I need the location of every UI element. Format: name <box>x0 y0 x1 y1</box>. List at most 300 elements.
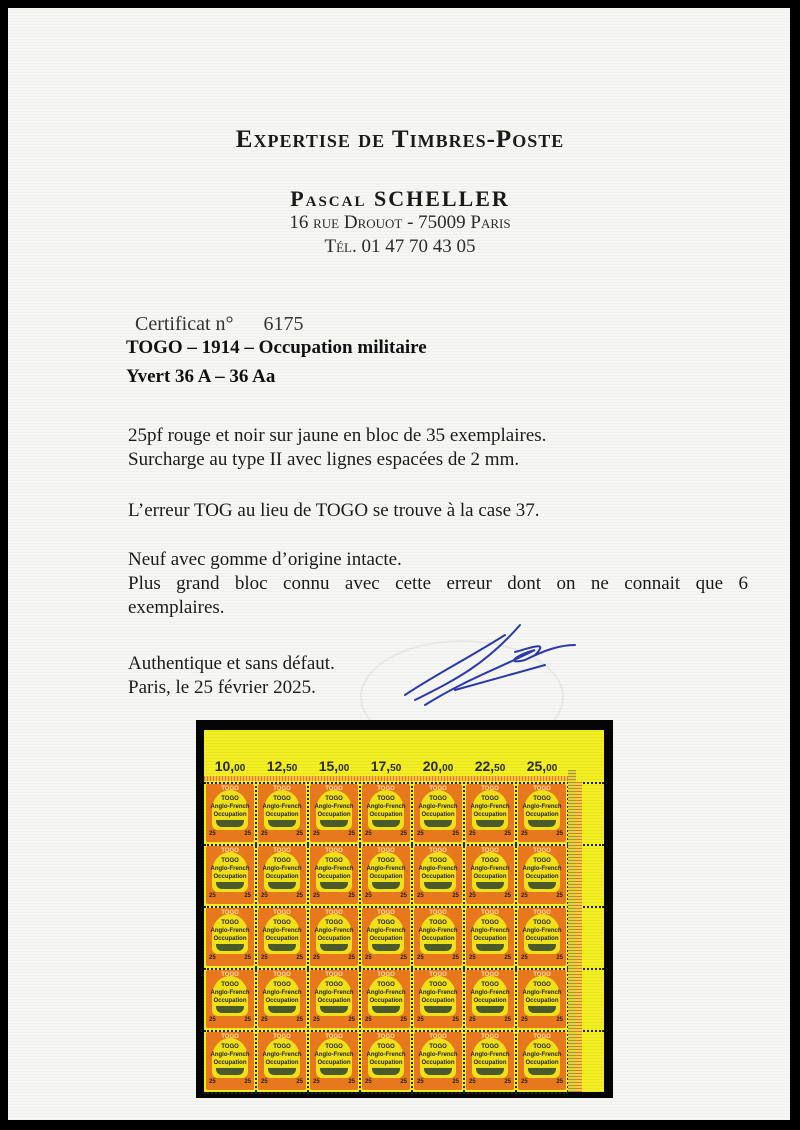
stamp <box>362 970 410 1028</box>
overprint-line: Anglo-French <box>366 866 406 872</box>
stamp <box>518 908 566 966</box>
overprint-line: TOGO <box>273 982 291 988</box>
margin-value <box>360 758 412 774</box>
stamp-value: 25 <box>452 955 459 961</box>
ship-icon <box>216 1006 244 1013</box>
ship-icon <box>268 882 296 889</box>
overprint-line: Occupation <box>265 998 299 1004</box>
overprint-line: Anglo-French <box>522 804 562 810</box>
overprint-line: Anglo-French <box>262 866 302 872</box>
overprint-line: Anglo-French <box>418 1052 458 1058</box>
stamp-value: 25 <box>365 955 372 961</box>
overprint-line: Occupation <box>525 874 559 880</box>
overprint-line: Occupation <box>473 1060 507 1066</box>
stamp-value: 25 <box>244 831 251 837</box>
stamp-value: 25 <box>417 955 424 961</box>
overprint-line: Anglo-French <box>262 804 302 810</box>
ship-icon <box>372 1068 400 1075</box>
stamp <box>258 908 306 966</box>
stamp-value: 25 <box>452 1079 459 1085</box>
overprint-line: TOGO <box>481 920 499 926</box>
margin-value-small: 50 <box>286 763 298 774</box>
overprint-line: Anglo-French <box>470 866 510 872</box>
stamp <box>206 784 254 842</box>
overprint-line: Anglo-French <box>314 990 354 996</box>
stamp-country: TOGO <box>429 786 447 792</box>
overprint-line: Anglo-French <box>522 990 562 996</box>
margin-value-main: 15, <box>318 758 339 774</box>
stamp <box>258 1032 306 1090</box>
overprint-line: TOGO <box>325 858 343 864</box>
ship-icon <box>320 1006 348 1013</box>
ship-icon <box>268 944 296 951</box>
margin-value-small: 00 <box>546 763 558 774</box>
stamp-value: 25 <box>365 1079 372 1085</box>
overprint-line: TOGO <box>429 982 447 988</box>
ship-icon <box>476 1006 504 1013</box>
stamp-country: TOGO <box>273 972 291 978</box>
overprint-line: Anglo-French <box>210 928 250 934</box>
stamp-sheet <box>204 730 604 1092</box>
stamp <box>362 846 410 904</box>
perforation-column <box>307 782 309 1092</box>
overprint-line: Occupation <box>213 812 247 818</box>
stamp-country: TOGO <box>325 1034 343 1040</box>
margin-value <box>256 758 308 774</box>
stamp-country: TOGO <box>429 910 447 916</box>
overprint-line: Anglo-French <box>366 1052 406 1058</box>
ship-icon <box>216 944 244 951</box>
stamp-value: 25 <box>348 893 355 899</box>
margin-value <box>204 758 256 774</box>
margin-value-main: 25, <box>526 758 547 774</box>
perforation-column <box>411 782 413 1092</box>
stamp <box>466 970 514 1028</box>
stamp-value: 25 <box>504 831 511 837</box>
stamp-value: 25 <box>452 893 459 899</box>
stamp-value: 25 <box>296 893 303 899</box>
overprint-line: Anglo-French <box>366 928 406 934</box>
stamp-country: TOGO <box>481 910 499 916</box>
margin-value <box>516 758 568 774</box>
ship-icon <box>372 1006 400 1013</box>
ship-icon <box>216 1068 244 1075</box>
stamp <box>518 784 566 842</box>
overprint-line: Occupation <box>317 936 351 942</box>
overprint-line: TOGO <box>429 796 447 802</box>
stamp-country: TOGO <box>325 786 343 792</box>
rarity-line: exemplaires. <box>128 597 225 618</box>
overprint-line: Occupation <box>473 936 507 942</box>
ship-icon <box>268 1006 296 1013</box>
stamp-value: 25 <box>400 893 407 899</box>
margin-values <box>204 758 604 778</box>
overprint-line: TOGO <box>221 982 239 988</box>
stamp <box>414 846 462 904</box>
perforation-column <box>515 782 517 1092</box>
perforation-column <box>255 782 257 1092</box>
stamp-value: 25 <box>261 893 268 899</box>
description-line: 25pf rouge et noir sur jaune en bloc de 35 exemplaires. <box>128 425 547 446</box>
margin-strip <box>576 782 582 1092</box>
stamp-value: 25 <box>244 1017 251 1023</box>
overprint-line: TOGO <box>533 858 551 864</box>
stamp-country: TOGO <box>273 1034 291 1040</box>
stamp-value: 25 <box>209 893 216 899</box>
stamp-value: 25 <box>313 893 320 899</box>
overprint-line: Occupation <box>473 812 507 818</box>
ship-icon <box>528 944 556 951</box>
expert-address: 16 rue Drouot - 75009 Paris <box>289 212 511 233</box>
stamp-value: 25 <box>261 831 268 837</box>
margin-value-small: 50 <box>390 763 402 774</box>
stamp-value: 25 <box>556 1017 563 1023</box>
stamp-value: 25 <box>452 1017 459 1023</box>
overprint-line: Occupation <box>421 936 455 942</box>
ship-icon <box>320 820 348 827</box>
overprint-line: Anglo-French <box>366 804 406 810</box>
overprint-line: Occupation <box>369 812 403 818</box>
stamp <box>414 970 462 1028</box>
overprint-line: TOGO <box>273 1044 291 1050</box>
stamp-value: 25 <box>504 1079 511 1085</box>
ship-icon <box>476 820 504 827</box>
stamp-value: 25 <box>521 1017 528 1023</box>
stamp-value: 25 <box>521 893 528 899</box>
perforation-row <box>204 1092 568 1094</box>
overprint-line: Occupation <box>421 812 455 818</box>
stamp-value: 25 <box>296 831 303 837</box>
ship-icon <box>372 944 400 951</box>
overprint-line: TOGO <box>377 1044 395 1050</box>
overprint-line: Occupation <box>369 1060 403 1066</box>
stamp-country: TOGO <box>481 972 499 978</box>
overprint-line: Occupation <box>317 874 351 880</box>
stamp <box>466 908 514 966</box>
margin-strip <box>568 770 576 1092</box>
overprint-line: Occupation <box>369 936 403 942</box>
stamp-country: TOGO <box>533 786 551 792</box>
stamp-value: 25 <box>348 1017 355 1023</box>
overprint-line: TOGO <box>273 920 291 926</box>
overprint-line: Occupation <box>265 1060 299 1066</box>
stamp-value: 25 <box>400 955 407 961</box>
stamp-country: TOGO <box>221 786 239 792</box>
stamp-value: 25 <box>296 1079 303 1085</box>
stamp-value: 25 <box>556 955 563 961</box>
overprint-line: Occupation <box>317 1060 351 1066</box>
stamp <box>362 784 410 842</box>
stamp-value: 25 <box>521 1079 528 1085</box>
stamp-country: TOGO <box>325 910 343 916</box>
overprint-line: Occupation <box>421 1060 455 1066</box>
overprint-line: TOGO <box>533 982 551 988</box>
ship-icon <box>424 820 452 827</box>
ship-icon <box>476 882 504 889</box>
stamp-value: 25 <box>556 1079 563 1085</box>
ship-icon <box>320 944 348 951</box>
margin-value-main: 22, <box>474 758 495 774</box>
place-date: Paris, le 25 février 2025. <box>128 677 316 698</box>
stamp-value: 25 <box>400 1079 407 1085</box>
stamp-country: TOGO <box>377 1034 395 1040</box>
stamp-value: 25 <box>417 893 424 899</box>
stamp-value: 25 <box>417 1017 424 1023</box>
stamp <box>258 970 306 1028</box>
ship-icon <box>424 1006 452 1013</box>
overprint-line: TOGO <box>221 858 239 864</box>
stamp <box>206 970 254 1028</box>
stamp-value: 25 <box>209 955 216 961</box>
margin-value-small: 00 <box>338 763 350 774</box>
stamp-value: 25 <box>365 893 372 899</box>
overprint-line: Anglo-French <box>210 866 250 872</box>
stamp <box>466 846 514 904</box>
stamp-block-photo <box>196 720 613 1098</box>
overprint-line: Anglo-French <box>210 804 250 810</box>
overprint-line: TOGO <box>273 858 291 864</box>
stamp-country: TOGO <box>481 786 499 792</box>
stamp-value: 25 <box>365 831 372 837</box>
overprint-line: TOGO <box>429 920 447 926</box>
stamp-value: 25 <box>244 1079 251 1085</box>
stamp-country: TOGO <box>325 848 343 854</box>
margin-value <box>412 758 464 774</box>
stamp-value: 25 <box>313 831 320 837</box>
stamp <box>310 846 358 904</box>
stamp <box>414 784 462 842</box>
stamp-country: TOGO <box>273 848 291 854</box>
expert-name: Pascal SCHELLER <box>290 186 510 211</box>
overprint-line: TOGO <box>377 982 395 988</box>
overprint-line: TOGO <box>533 796 551 802</box>
overprint-line: Anglo-French <box>418 990 458 996</box>
stamp-value: 25 <box>504 893 511 899</box>
condition-paragraph <box>128 548 748 620</box>
stamp-country: TOGO <box>221 972 239 978</box>
overprint-line: Anglo-French <box>314 804 354 810</box>
overprint-line: Anglo-French <box>470 990 510 996</box>
certificate-number: 6175 <box>263 313 304 335</box>
overprint-line: TOGO <box>325 920 343 926</box>
expert-phone: Tél. 01 47 70 43 05 <box>324 236 476 257</box>
overprint-line: Anglo-French <box>418 804 458 810</box>
overprint-line: Anglo-French <box>522 1052 562 1058</box>
stamp <box>258 784 306 842</box>
ship-icon <box>528 820 556 827</box>
overprint-line: TOGO <box>533 920 551 926</box>
ship-icon <box>424 1068 452 1075</box>
overprint-line: TOGO <box>481 1044 499 1050</box>
overprint-line: Anglo-French <box>522 928 562 934</box>
stamp-value: 25 <box>348 955 355 961</box>
stamp-value: 25 <box>209 1017 216 1023</box>
stamp-country: TOGO <box>533 972 551 978</box>
description-line: Surcharge au type II avec lignes espacées de 2 mm. <box>128 449 520 470</box>
overprint-line: TOGO <box>429 1044 447 1050</box>
stamp-value: 25 <box>469 831 476 837</box>
overprint-line: Occupation <box>265 936 299 942</box>
stamp-value: 25 <box>417 831 424 837</box>
stamp-value: 25 <box>469 955 476 961</box>
stamp-value: 25 <box>521 831 528 837</box>
overprint-line: Occupation <box>525 936 559 942</box>
margin-value <box>308 758 360 774</box>
overprint-line: TOGO <box>221 796 239 802</box>
overprint-line: Occupation <box>213 874 247 880</box>
stamp <box>206 908 254 966</box>
overprint-line: Anglo-French <box>366 990 406 996</box>
stamp-value: 25 <box>244 893 251 899</box>
overprint-line: Anglo-French <box>522 866 562 872</box>
overprint-line: TOGO <box>221 1044 239 1050</box>
overprint-line: Occupation <box>213 1060 247 1066</box>
stamp-value: 25 <box>348 831 355 837</box>
overprint-line: Occupation <box>213 936 247 942</box>
stamp-value: 25 <box>400 1017 407 1023</box>
rarity-line: Plus grand bloc connu avec cette erreur dont on ne connait que 6 <box>128 573 748 594</box>
ship-icon <box>528 882 556 889</box>
overprint-line: Anglo-French <box>314 1052 354 1058</box>
ship-icon <box>424 944 452 951</box>
stamp-value: 25 <box>244 955 251 961</box>
overprint-line: Anglo-French <box>262 1052 302 1058</box>
stamp-value: 25 <box>400 831 407 837</box>
stamp <box>466 1032 514 1090</box>
ship-icon <box>268 820 296 827</box>
stamp <box>206 846 254 904</box>
stamp-country: TOGO <box>273 910 291 916</box>
stamp-value: 25 <box>261 1079 268 1085</box>
overprint-line: Occupation <box>317 812 351 818</box>
perforation-row <box>204 1030 604 1032</box>
certificate-number-line <box>135 313 304 336</box>
overprint-line: Occupation <box>317 998 351 1004</box>
perforation-row <box>204 906 604 908</box>
stamp-grid <box>204 782 568 1092</box>
overprint-line: Occupation <box>473 998 507 1004</box>
error-note: L’erreur TOG au lieu de TOGO se trouve à la case 37. <box>128 500 540 521</box>
overprint-line: Anglo-French <box>314 928 354 934</box>
stamp-value: 25 <box>313 1079 320 1085</box>
verdict: Authentique et sans défaut. <box>128 653 335 674</box>
overprint-line: Occupation <box>369 998 403 1004</box>
overprint-line: Occupation <box>265 874 299 880</box>
ship-icon <box>372 882 400 889</box>
stamp <box>414 908 462 966</box>
overprint-line: Occupation <box>473 874 507 880</box>
stamp-country: TOGO <box>533 848 551 854</box>
certificate-title: Expertise de Timbres-Poste <box>235 126 565 153</box>
overprint-line: Anglo-French <box>470 928 510 934</box>
overprint-line: TOGO <box>481 982 499 988</box>
ship-icon <box>424 882 452 889</box>
stamp <box>310 784 358 842</box>
overprint-line: Anglo-French <box>210 1052 250 1058</box>
stamp-value: 25 <box>417 1079 424 1085</box>
ship-icon <box>268 1068 296 1075</box>
overprint-line: Anglo-French <box>470 804 510 810</box>
perforation-column <box>463 782 465 1092</box>
ship-icon <box>216 882 244 889</box>
overprint-line: TOGO <box>325 796 343 802</box>
stamp-value: 25 <box>313 1017 320 1023</box>
overprint-line: TOGO <box>325 982 343 988</box>
overprint-line: TOGO <box>429 858 447 864</box>
stamp-value: 25 <box>504 1017 511 1023</box>
overprint-line: TOGO <box>273 796 291 802</box>
stamp-country: TOGO <box>481 848 499 854</box>
stamp-country: TOGO <box>377 972 395 978</box>
stamp-value: 25 <box>296 955 303 961</box>
margin-value-small: 00 <box>234 763 246 774</box>
overprint-line: TOGO <box>377 796 395 802</box>
perforation-column <box>359 782 361 1092</box>
stamp-value: 25 <box>209 1079 216 1085</box>
stamp-value: 25 <box>521 955 528 961</box>
stamp <box>362 1032 410 1090</box>
stamp-country: TOGO <box>429 972 447 978</box>
stamp-value: 25 <box>452 831 459 837</box>
overprint-line: Anglo-French <box>418 928 458 934</box>
stamp <box>414 1032 462 1090</box>
stamp-value: 25 <box>261 1017 268 1023</box>
stamp-country: TOGO <box>481 1034 499 1040</box>
ship-icon <box>528 1068 556 1075</box>
stamp <box>258 846 306 904</box>
stamp-country: TOGO <box>377 848 395 854</box>
margin-rule <box>204 776 569 781</box>
ship-icon <box>320 882 348 889</box>
margin-value-main: 10, <box>214 758 235 774</box>
margin-value-main: 20, <box>422 758 443 774</box>
ship-icon <box>476 1068 504 1075</box>
overprint-line: TOGO <box>377 858 395 864</box>
stamp-value: 25 <box>556 893 563 899</box>
stamp <box>466 784 514 842</box>
stamp-value: 25 <box>469 1079 476 1085</box>
stamp-value: 25 <box>469 1017 476 1023</box>
overprint-line: Occupation <box>525 998 559 1004</box>
stamp-country: TOGO <box>273 786 291 792</box>
overprint-line: TOGO <box>481 858 499 864</box>
overprint-line: TOGO <box>481 796 499 802</box>
overprint-line: Anglo-French <box>262 928 302 934</box>
overprint-line: TOGO <box>377 920 395 926</box>
stamp-value: 25 <box>348 1079 355 1085</box>
stamp <box>310 908 358 966</box>
certificate-number-label: Certificat n° <box>135 313 234 335</box>
margin-value-small: 00 <box>442 763 454 774</box>
overprint-line: Occupation <box>421 874 455 880</box>
stamp-value: 25 <box>261 955 268 961</box>
stamp <box>518 1032 566 1090</box>
stamp-country: TOGO <box>533 910 551 916</box>
overprint-line: TOGO <box>221 920 239 926</box>
signature <box>395 620 585 720</box>
stamp <box>362 908 410 966</box>
stamp-value: 25 <box>556 831 563 837</box>
stamp <box>518 970 566 1028</box>
overprint-line: Anglo-French <box>418 866 458 872</box>
ship-icon <box>528 1006 556 1013</box>
stamp-country: TOGO <box>325 972 343 978</box>
stamp-country: TOGO <box>221 848 239 854</box>
stamp <box>518 846 566 904</box>
stamp-value: 25 <box>313 955 320 961</box>
margin-value <box>464 758 516 774</box>
stamp-country: TOGO <box>429 848 447 854</box>
